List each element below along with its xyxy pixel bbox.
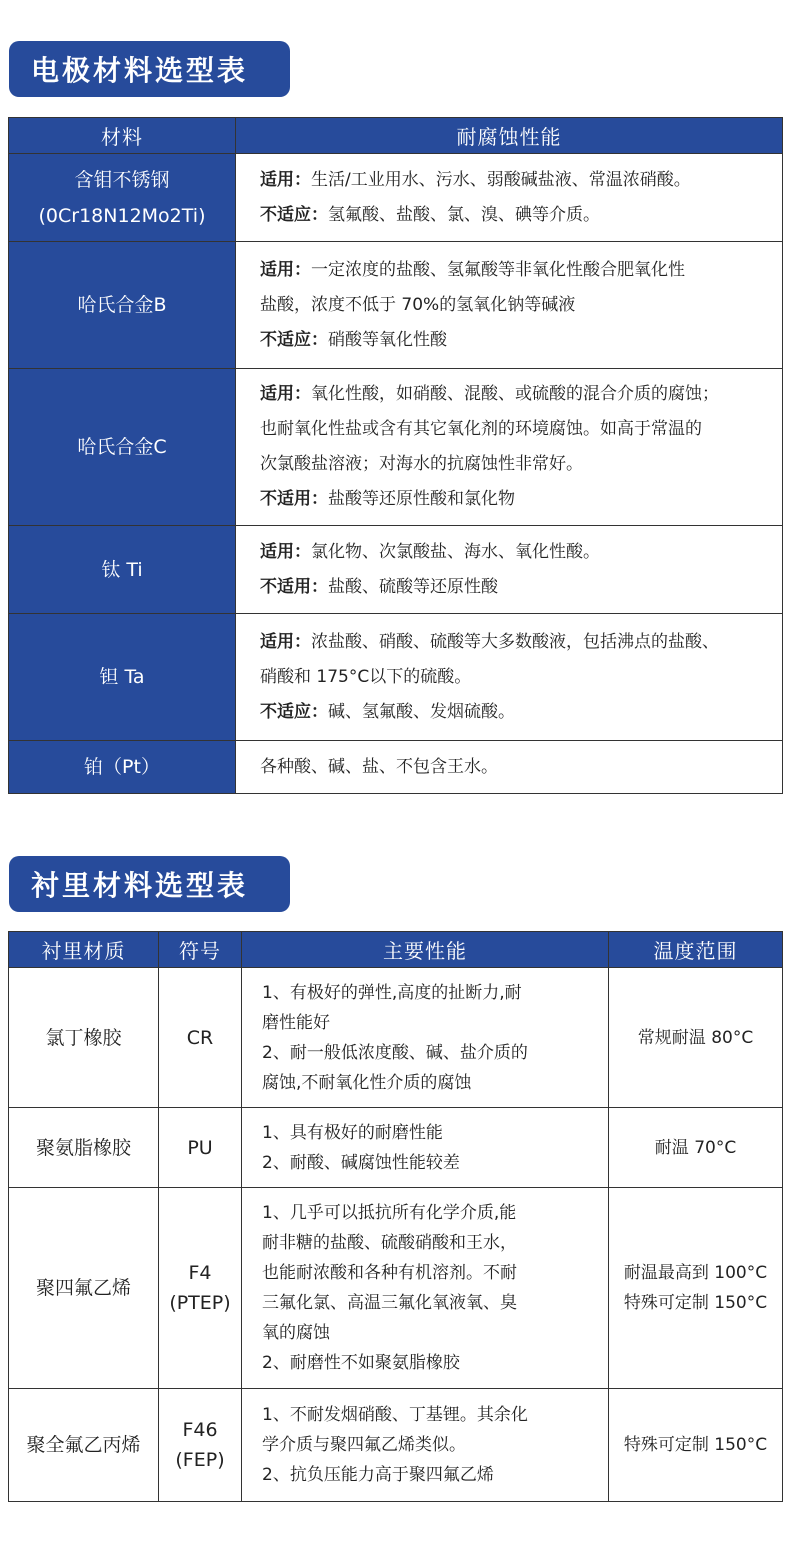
lining-name: 聚全氟乙丙烯 bbox=[9, 1389, 159, 1502]
temperature-line: 常规耐温 80°C bbox=[637, 1027, 754, 1048]
material-name: 铂（Pt） bbox=[84, 756, 160, 778]
material-cell bbox=[9, 369, 236, 526]
unsuitable-text: 盐酸、硫酸等还原性酸 bbox=[328, 576, 498, 597]
table-row bbox=[9, 526, 783, 614]
header-property: 耐腐蚀性能 bbox=[236, 118, 783, 154]
table-row bbox=[9, 1389, 783, 1502]
property-line: 1、具有极好的耐磨性能 bbox=[262, 1122, 443, 1143]
table-row bbox=[9, 1188, 783, 1389]
lining-property bbox=[242, 1108, 609, 1188]
property-cell bbox=[236, 526, 783, 614]
lining-property bbox=[242, 1389, 609, 1502]
property-line: 2、耐一般低浓度酸、碱、盐介质的 bbox=[262, 1042, 528, 1063]
lining-name: 聚氨脂橡胶 bbox=[9, 1108, 159, 1188]
header-symbol: 符号 bbox=[159, 932, 242, 968]
suitable-text: 氯化物、次氯酸盐、海水、氧化性酸。 bbox=[311, 541, 600, 562]
unsuitable-text: 碱、氢氟酸、发烟硫酸。 bbox=[328, 701, 515, 722]
suitable-text: 浓盐酸、硝酸、硫酸等大多数酸液，包括沸点的盐酸、 bbox=[311, 631, 719, 652]
property-line: 学介质与聚四氟乙烯类似。 bbox=[262, 1435, 466, 1455]
table-row bbox=[9, 741, 783, 794]
unsuitable-label: 不适用： bbox=[260, 489, 328, 509]
unsuitable-label: 不适用： bbox=[260, 576, 328, 597]
temperature-line: 特殊可定制 150°C bbox=[623, 1293, 768, 1313]
unsuitable-label: 不适应： bbox=[260, 701, 328, 722]
property-line: 2、耐酸、碱腐蚀性能较差 bbox=[262, 1152, 460, 1173]
property-text: 各种酸、碱、盐、不包含王水。 bbox=[260, 756, 498, 777]
lining-property bbox=[242, 1188, 609, 1389]
property-line: 2、耐磨性不如聚氨脂橡胶 bbox=[262, 1353, 460, 1373]
property-line: 也能耐浓酸和各种有机溶剂。不耐 bbox=[262, 1263, 517, 1283]
electrode-section-title: 电极材料选型表 bbox=[9, 41, 290, 97]
suitable-text: 生活/工业用水、污水、弱酸碱盐液、常温浓硝酸。 bbox=[311, 169, 691, 190]
material-name: 哈氏合金B bbox=[77, 294, 167, 316]
lining-symbol bbox=[159, 1389, 242, 1502]
property-cell bbox=[236, 242, 783, 369]
table-header-row bbox=[9, 932, 783, 968]
material-cell bbox=[9, 242, 236, 369]
symbol-text: (PTEP) bbox=[169, 1292, 231, 1314]
lining-material-table bbox=[8, 931, 783, 1502]
symbol-text: PU bbox=[187, 1136, 213, 1159]
suitable-text: 氧化性酸，如硝酸、混酸、或硫酸的混合介质的腐蚀； bbox=[311, 384, 719, 404]
unsuitable-text: 盐酸等还原性酸和氯化物 bbox=[328, 489, 515, 509]
unsuitable-label: 不适应： bbox=[260, 329, 328, 350]
material-cell bbox=[9, 154, 236, 242]
property-line: 1、不耐发烟硝酸、丁基锂。其余化 bbox=[262, 1405, 528, 1425]
suitable-text-cont: 也耐氧化性盐或含有其它氧化剂的环境腐蚀。如高于常温的 bbox=[260, 419, 702, 439]
suitable-text-cont: 次氯酸盐溶液；对海水的抗腐蚀性非常好。 bbox=[260, 454, 583, 474]
suitable-label: 适用： bbox=[260, 631, 311, 652]
electrode-material-table bbox=[8, 117, 783, 794]
lining-symbol bbox=[159, 1108, 242, 1188]
suitable-text-cont: 硝酸和 175°C以下的硫酸。 bbox=[260, 666, 472, 687]
property-line: 三氟化氯、高温三氟化氧液氧、臭 bbox=[262, 1293, 517, 1313]
unsuitable-label: 不适应： bbox=[260, 204, 328, 225]
unsuitable-text: 硝酸等氧化性酸 bbox=[328, 329, 447, 350]
symbol-text: (FEP) bbox=[175, 1449, 225, 1471]
property-cell bbox=[236, 369, 783, 526]
material-grade: (0Cr18N12Mo2Ti) bbox=[38, 204, 206, 227]
material-cell bbox=[9, 741, 236, 794]
lining-name: 氯丁橡胶 bbox=[9, 968, 159, 1108]
suitable-label: 适用： bbox=[260, 259, 311, 280]
suitable-text: 一定浓度的盐酸、氢氟酸等非氧化性酸合肥氧化性 bbox=[311, 259, 685, 280]
property-line: 2、抗负压能力高于聚四氟乙烯 bbox=[262, 1465, 494, 1485]
material-cell bbox=[9, 526, 236, 614]
header-property: 主要性能 bbox=[242, 932, 609, 968]
lining-symbol bbox=[159, 1188, 242, 1389]
property-cell bbox=[236, 741, 783, 794]
suitable-label: 适用： bbox=[260, 541, 311, 562]
lining-section-title: 衬里材料选型表 bbox=[9, 856, 290, 912]
symbol-text: CR bbox=[186, 1026, 214, 1049]
table-row bbox=[9, 242, 783, 369]
table-row bbox=[9, 968, 783, 1108]
table-row bbox=[9, 154, 783, 242]
table-row bbox=[9, 369, 783, 526]
lining-property bbox=[242, 968, 609, 1108]
temperature-line: 特殊可定制 150°C bbox=[623, 1435, 768, 1455]
material-name: 哈氏合金C bbox=[77, 436, 167, 458]
property-cell bbox=[236, 154, 783, 242]
material-name: 含钼不锈钢 bbox=[74, 168, 170, 191]
lining-symbol bbox=[159, 968, 242, 1108]
table-row bbox=[9, 1108, 783, 1188]
property-line: 耐非糖的盐酸、硫酸硝酸和王水， bbox=[262, 1233, 517, 1253]
table-header-row bbox=[9, 118, 783, 154]
unsuitable-text: 氢氟酸、盐酸、氯、溴、碘等介质。 bbox=[328, 204, 600, 225]
header-material: 材料 bbox=[9, 118, 236, 154]
lining-name: 聚四氟乙烯 bbox=[9, 1188, 159, 1389]
lining-temperature bbox=[609, 968, 783, 1108]
symbol-text: F46 bbox=[182, 1419, 218, 1441]
temperature-line: 耐温 70°C bbox=[654, 1137, 737, 1158]
lining-temperature bbox=[609, 1188, 783, 1389]
property-line: 1、有极好的弹性,高度的扯断力,耐 bbox=[262, 982, 522, 1003]
suitable-label: 适用： bbox=[260, 384, 311, 404]
property-cell bbox=[236, 614, 783, 741]
temperature-line: 耐温最高到 100°C bbox=[623, 1263, 768, 1283]
lining-temperature bbox=[609, 1389, 783, 1502]
material-cell bbox=[9, 614, 236, 741]
property-line: 氧的腐蚀 bbox=[262, 1323, 330, 1343]
header-lining-material: 衬里材质 bbox=[9, 932, 159, 968]
property-line: 磨性能好 bbox=[262, 1012, 330, 1033]
lining-temperature bbox=[609, 1108, 783, 1188]
property-line: 腐蚀,不耐氧化性介质的腐蚀 bbox=[262, 1072, 472, 1093]
suitable-text-cont: 盐酸，浓度不低于 70%的氢氧化钠等碱液 bbox=[260, 294, 576, 315]
suitable-label: 适用： bbox=[260, 169, 311, 190]
property-line: 1、几乎可以抵抗所有化学介质,能 bbox=[262, 1203, 517, 1223]
material-name: 钽 Ta bbox=[99, 666, 145, 688]
material-name: 钛 Ti bbox=[101, 558, 143, 581]
symbol-text: F4 bbox=[188, 1262, 212, 1284]
header-temperature: 温度范围 bbox=[609, 932, 783, 968]
table-row bbox=[9, 614, 783, 741]
